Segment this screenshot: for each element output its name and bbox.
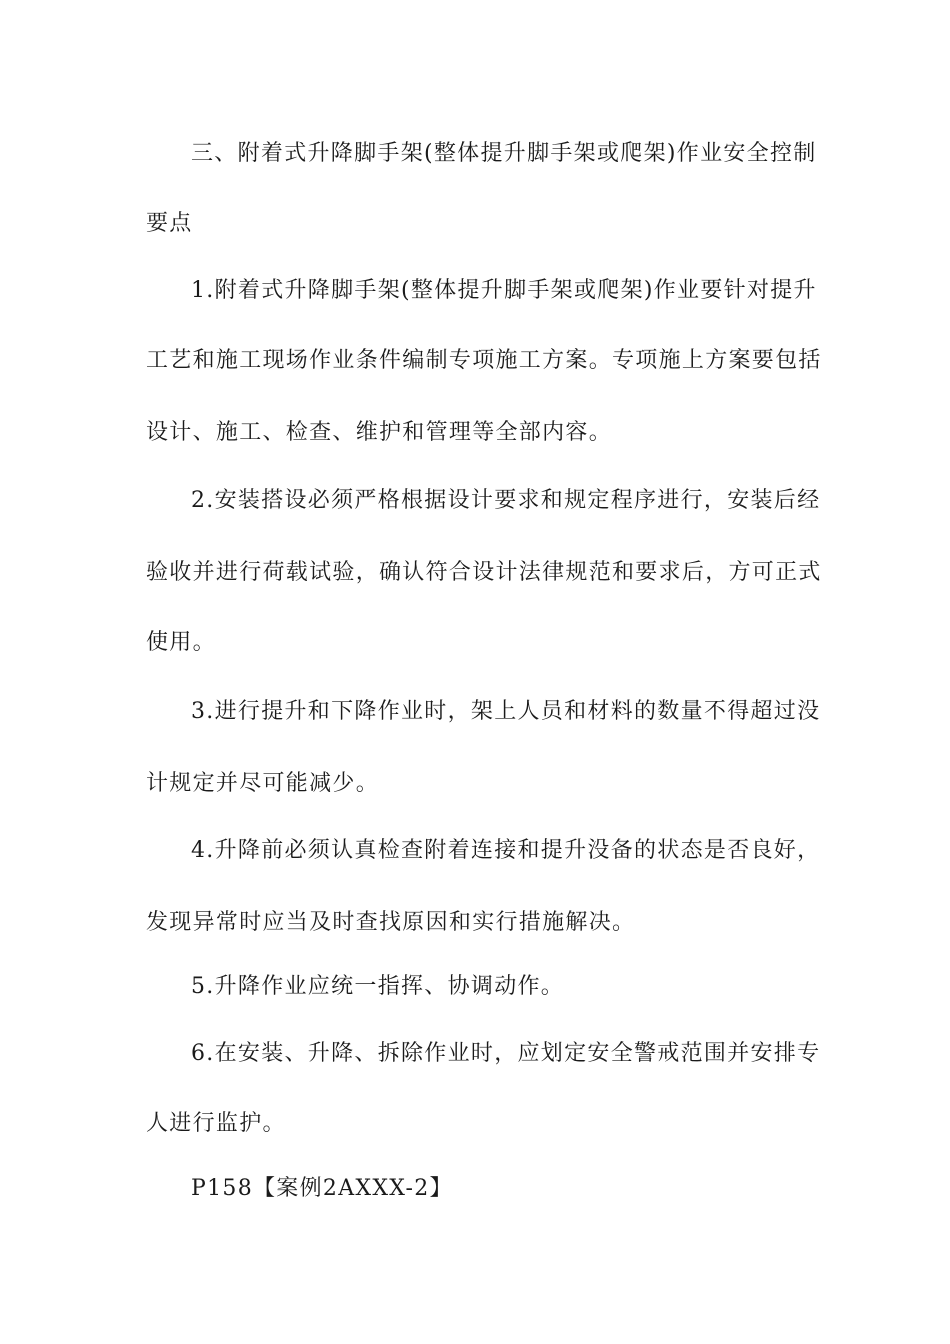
paragraph-5-line-1: 5.升降作业应统一指挥、协调动作。 [191,974,565,999]
paragraph-3-line-2: 计规定并尽可能减少。 [146,771,380,796]
paragraph-1-line-3: 设计、施工、检查、维护和管理等全部内容。 [146,420,613,445]
paragraph-2-line-2: 验收并进行荷载试验，确认符合设计法律规范和要求后，方可正式 [146,560,822,585]
paragraph-4-line-1: 4.升降前必须认真检查附着连接和提升没备的状态是否良好， [191,838,821,863]
case-reference: P158【案例2AXXX-2】 [191,1176,453,1201]
section-heading-line-1: 三、附着式升降脚手架(整体提升脚手架或爬架)作业安全控制 [191,141,817,166]
section-heading-line-2: 要点 [146,211,193,236]
paragraph-2-line-3: 使用。 [146,630,216,655]
paragraph-3-line-1: 3.进行提升和下降作业时，架上人员和材料的数量不得超过没 [191,699,821,724]
paragraph-1-line-2: 工艺和施工现场作业条件编制专项施工方案。专项施上方案要包括 [146,348,822,373]
paragraph-6-line-2: 人进行监护。 [146,1111,286,1136]
paragraph-2-line-1: 2.安装搭设必须严格根据设计要求和规定程序进行，安装后经 [191,488,821,513]
paragraph-6-line-1: 6.在安装、升降、拆除作业时，应划定安全警戒范围并安排专 [191,1041,821,1066]
paragraph-1-line-1: 1.附着式升降脚手架(整体提升脚手架或爬架)作业要针对提升 [191,278,817,303]
paragraph-4-line-2: 发现异常时应当及时查找原因和实行措施解决。 [146,910,636,935]
